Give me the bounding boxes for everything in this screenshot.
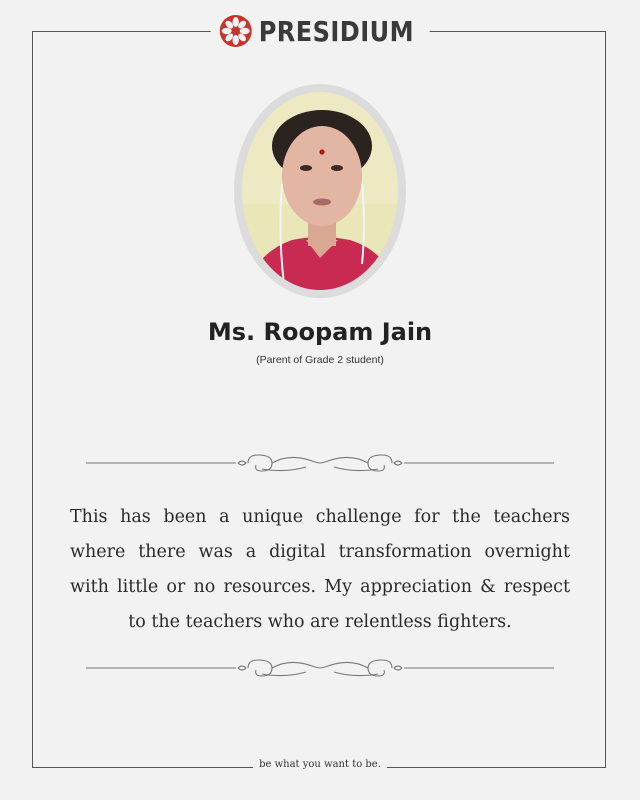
brand-tagline: be what you want to be. xyxy=(253,759,387,770)
flourish-divider-icon xyxy=(86,451,554,475)
person-name: Ms. Roopam Jain xyxy=(207,318,433,346)
presidium-flower-logo-icon xyxy=(219,14,253,48)
brand-name: PRESIDIUM xyxy=(258,14,415,48)
ornamental-divider-top xyxy=(86,451,554,475)
brand-header xyxy=(211,14,430,48)
flourish-divider-icon xyxy=(86,656,554,680)
ornamental-divider-bottom xyxy=(86,656,554,680)
portrait-photo xyxy=(234,84,406,298)
testimonial-text: This has been a unique challenge for the teachers where there was a digital transformation overnight with little or no resources. My appreciation & respect to the teachers who are relentless fighters. xyxy=(70,507,570,632)
person-relation: (Parent of Grade 2 student) xyxy=(256,354,384,366)
